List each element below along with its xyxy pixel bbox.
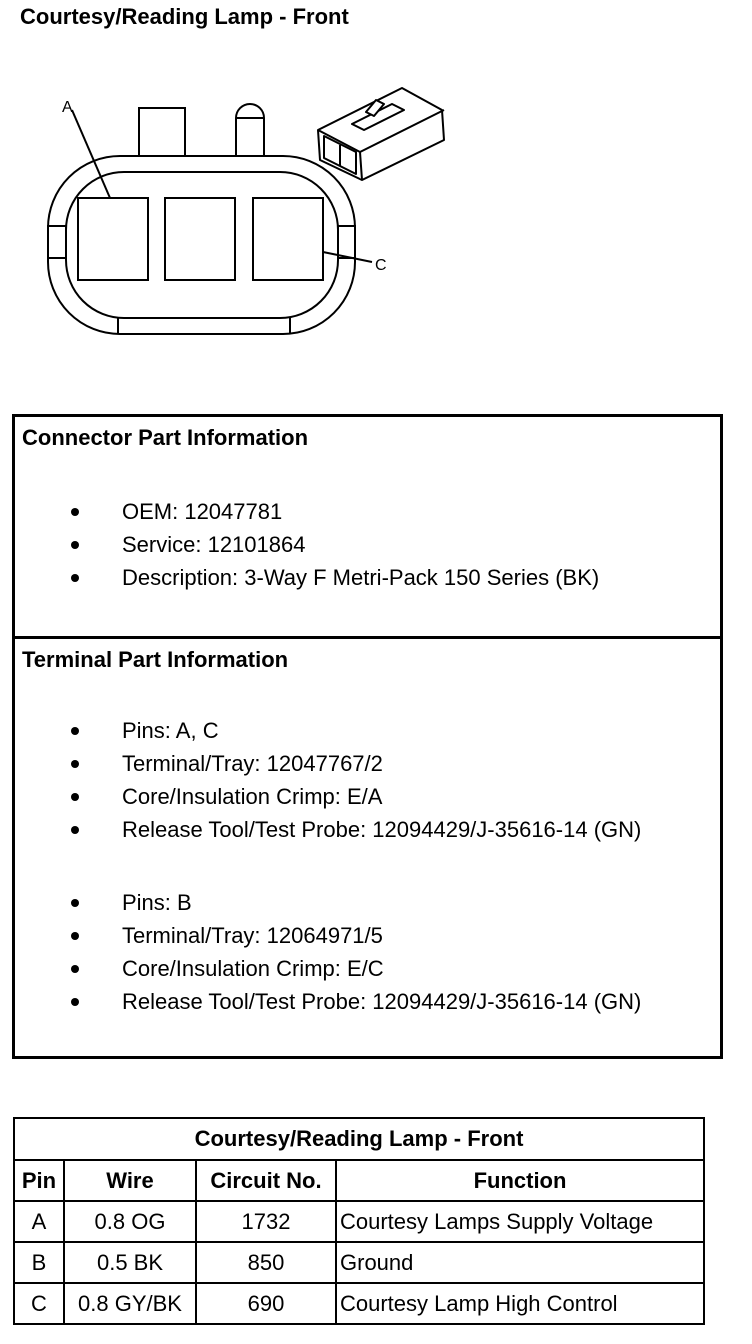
list-item: Terminal/Tray: 12064971/5 [15, 919, 720, 952]
pin-function-table [13, 1117, 705, 1325]
list-item: Description: 3-Way F Metri-Pack 150 Series (BK) [15, 561, 720, 594]
callout-a: A [62, 99, 73, 116]
connector-iso-view [318, 88, 444, 180]
header-pin: Pin [14, 1160, 64, 1201]
header-wire: Wire [64, 1160, 196, 1201]
terminal-group-1 [15, 714, 720, 846]
list-item: Pins: B [15, 886, 720, 919]
terminal-group-2 [15, 886, 720, 1018]
table-caption: Courtesy/Reading Lamp - Front [14, 1118, 704, 1160]
page-title: Courtesy/Reading Lamp - Front [20, 4, 349, 29]
table-row: B 0.5 BK 850 Ground [14, 1242, 704, 1283]
list-item: Release Tool/Test Probe: 12094429/J-35616-14 (GN) [15, 985, 720, 1018]
cavity-c [253, 198, 323, 280]
connector-part-information [15, 417, 720, 639]
bullet-icon [71, 574, 79, 582]
bullet-icon [71, 965, 79, 973]
connector-top-tab [139, 108, 185, 158]
bullet-icon [71, 727, 79, 735]
list-item: OEM: 12047781 [15, 495, 720, 528]
list-item: Core/Insulation Crimp: E/A [15, 780, 720, 813]
bullet-icon [71, 508, 79, 516]
bullet-icon [71, 826, 79, 834]
list-item: Pins: A, C [15, 714, 720, 747]
list-item: Release Tool/Test Probe: 12094429/J-35616-14 (GN) [15, 813, 720, 846]
bullet-icon [71, 760, 79, 768]
bullet-icon [71, 899, 79, 907]
header-function: Function [336, 1160, 704, 1201]
list-item: Service: 12101864 [15, 528, 720, 561]
cavity-b [165, 198, 235, 280]
cavity-a [78, 198, 148, 280]
bullet-icon [71, 793, 79, 801]
bullet-icon [71, 998, 79, 1006]
callout-c: C [375, 257, 387, 274]
bullet-icon [71, 932, 79, 940]
bullet-icon [71, 541, 79, 549]
list-item: Core/Insulation Crimp: E/C [15, 952, 720, 985]
connector-info-title: Connector Part Information [22, 425, 309, 450]
terminal-info-title: Terminal Part Information [22, 647, 289, 672]
part-information-box [12, 414, 723, 1059]
connector-diagram [0, 60, 752, 360]
table-header-row [14, 1160, 704, 1201]
list-item: Terminal/Tray: 12047767/2 [15, 747, 720, 780]
terminal-part-information [15, 639, 720, 1056]
header-circuit: Circuit No. [196, 1160, 336, 1201]
table-row: C 0.8 GY/BK 690 Courtesy Lamp High Control [14, 1283, 704, 1324]
connector-info-list [15, 495, 720, 594]
table-row: A 0.8 OG 1732 Courtesy Lamps Supply Voltage [14, 1201, 704, 1242]
